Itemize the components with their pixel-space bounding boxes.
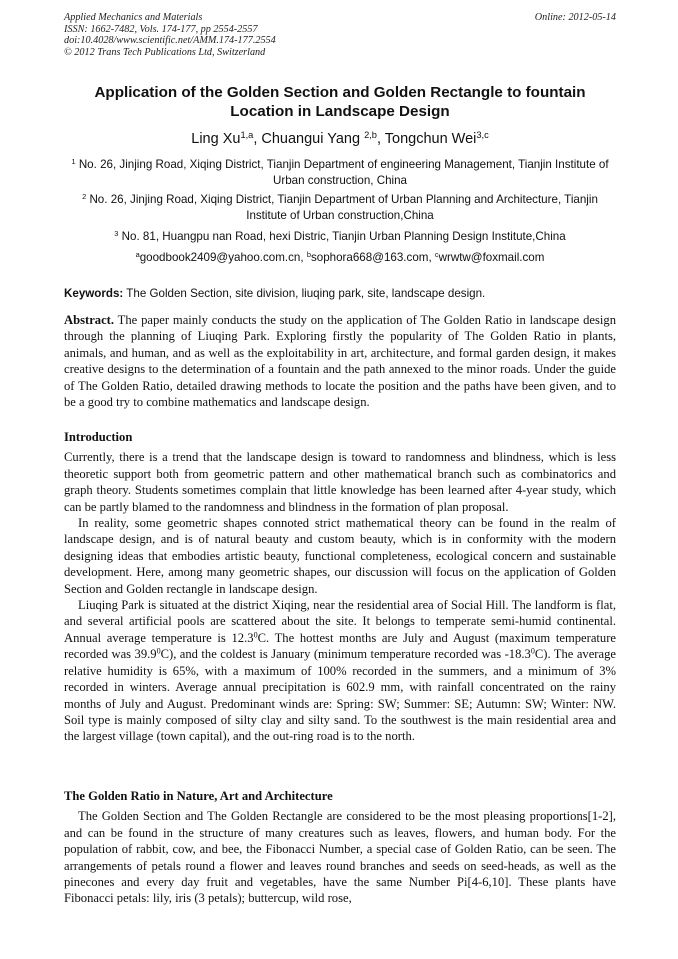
journal-header (64, 12, 616, 58)
affiliation-3 (64, 229, 616, 245)
author-name: Chuangui Yang (261, 131, 361, 147)
golden-ratio-section (64, 788, 616, 907)
doi-line: doi:10.4028/www.scientific.net/AMM.174-177.2554 (64, 35, 276, 47)
affiliation-number: 3 (114, 228, 119, 238)
title-line-2: Location in Landscape Design (230, 103, 450, 120)
paper-title (64, 83, 616, 121)
title-line-1: Application of the Golden Section and Golden Rectangle to fountain (94, 84, 586, 101)
abstract-label: Abstract. (64, 313, 115, 327)
paragraph-text: Liuqing Park is situated at the district Xiqing, near the residential area of Social Hill. The landform is flat, and several artificial pools are scattered about the site. It belongs to temperate semi-humid continental. Annual average temperature is 12.3 (64, 598, 616, 645)
copyright-line: © 2012 Trans Tech Publications Ltd, Switzerland (64, 46, 266, 58)
section-heading: The Golden Ratio in Nature, Art and Architecture (64, 789, 333, 803)
keywords (64, 286, 616, 302)
abstract (64, 312, 616, 410)
paragraph: The Golden Section and The Golden Rectangle are considered to be the most pleasing proportions[1-2], and can be found in the structure of many creatures such as leaves, flowers, and human body. For the population of rabbit, cow, and bee, the Fibonacci Number, a special case of Golden Ratio, can be seen. The arrangements of petals round a flower and leaves round branches and seeds on seed-heads, as well as the pinecones and every day fruit and vegetables, have the same Number Pi[4-6,10]. These plants have Fibonacci petals: lily, iris (3 petals); buttercup, wild rose, (64, 809, 616, 906)
email-address: goodbook2409@yahoo.com.cn (139, 251, 301, 264)
affiliation-1 (64, 157, 616, 189)
paragraph-text: C), and the coldest is January (minimum temperature recorded was -18.3 (160, 647, 531, 662)
email-address: sophora668@163.com (310, 251, 429, 264)
paragraph: Currently, there is a trend that the landscape design is toward to randomness and blindness, which is less theoretic support both from geometric pattern and other mathematical branch such as combinatorics and graph theory. Students sometimes complain that little knowledge has been learned after 4-year study, which can be partly blamed to the randomness and blindness in the formation of plan proposal. (64, 450, 616, 514)
degree-sup: 0 (253, 630, 258, 640)
author-sup: 2,b (364, 129, 377, 140)
affiliation-text: No. 81, Huangpu nan Road, hexi Distric, Tianjin Urban Planning Design Institute,China (121, 230, 566, 243)
keywords-label: Keywords: (64, 287, 124, 300)
paragraph (64, 597, 616, 745)
author-sup: 3,c (476, 129, 489, 140)
section-heading: Introduction (64, 430, 133, 444)
author-sup: 1,a (240, 129, 254, 140)
paragraph-text: C). The average relative humidity is 65%, with a maximum of 100% recorded in the summers, and a minimum of 3% recorded in winters. Average annual precipitation is 602.9 mm, with rainfall concentrated on the rainy months of July and August. Predominant winds are: Spring: SW; Summer: SE; Autumn: SW; Winter: NW. Soil type is mainly composed of silty clay and silty sand. To the southwest is the main residential area and the largest village (town capital), and the out-ring road is to the north. (64, 647, 616, 744)
issn-line: ISSN: 1662-7482, Vols. 174-177, pp 2554-2557 (64, 23, 258, 35)
author-list: Ling Xu$^{1,a}$, Chuangui Yang $^{2,b}$, Tongchun Wei$^{3,c}$ (191, 129, 489, 147)
abstract-text: The paper mainly conducts the study on the application of The Golden Ratio in landscape design through the planning of Liuqing Park. Exploring firstly the popularity of The Golden Ratio in plants, animals, and human, and as well as the exploitability in art, architecture, and formal garden design, it makes creative designs to the determination of a fountain and the path annexed to the minor roads. Under the guide of The Golden Ratio, detailed drawing methods to locate the position and the paths have been given, and to be a good try to combine mathematics and landscape design. (64, 313, 617, 410)
email-sup: b (306, 249, 311, 259)
degree-sup: 0 (530, 646, 535, 656)
email-address: wrwtw@foxmail.com (438, 251, 545, 264)
introduction-section (64, 429, 616, 745)
paragraph-text: C. The hottest months are July and August (maximum temperature recorded was 39.9 (64, 630, 617, 662)
paragraph: In reality, some geometric shapes connoted strict mathematical theory can be found in the realm of landscape design, and is of natural beauty and custom beauty, which is in conformity with the modern designing ideas that embodies artistic beauty, functional completeness, ecological concern and sustainable development. Here, among many geometric shapes, our discussion will focus on the application of Golden Section and Golden rectangle in landscape design. (64, 516, 616, 596)
online-date: Online: 2012-05-14 (534, 12, 616, 23)
affiliation-number: 1 (71, 156, 76, 166)
affiliation-number: 2 (82, 191, 87, 201)
journal-name: Applied Mechanics and Materials (64, 12, 203, 23)
keywords-text: The Golden Section, site division, liuqing park, site, landscape design. (126, 287, 486, 300)
affiliation-text: No. 26, Jinjing Road, Xiqing District, Tianjin Department of Urban Planning and Architecture, Tianjin Institute of Urban construction,China (89, 193, 598, 222)
affiliation-2 (64, 192, 616, 224)
email-list: $^a$goodbook2409@yahoo.com.cn, $^b$sophora668@163.com, $^c$wrwtw@foxmail.com (135, 249, 545, 264)
degree-sup: 0 (156, 646, 161, 656)
email-sup: a (135, 249, 140, 259)
author-name: Ling Xu (191, 131, 241, 147)
email-sup: c (434, 249, 439, 259)
affiliation-text: No. 26, Jinjing Road, Xiqing District, Tianjin Department of engineering Management, Tianjin Institute of Urban construction, China (78, 158, 609, 187)
author-name: Tongchun Wei (384, 131, 477, 147)
